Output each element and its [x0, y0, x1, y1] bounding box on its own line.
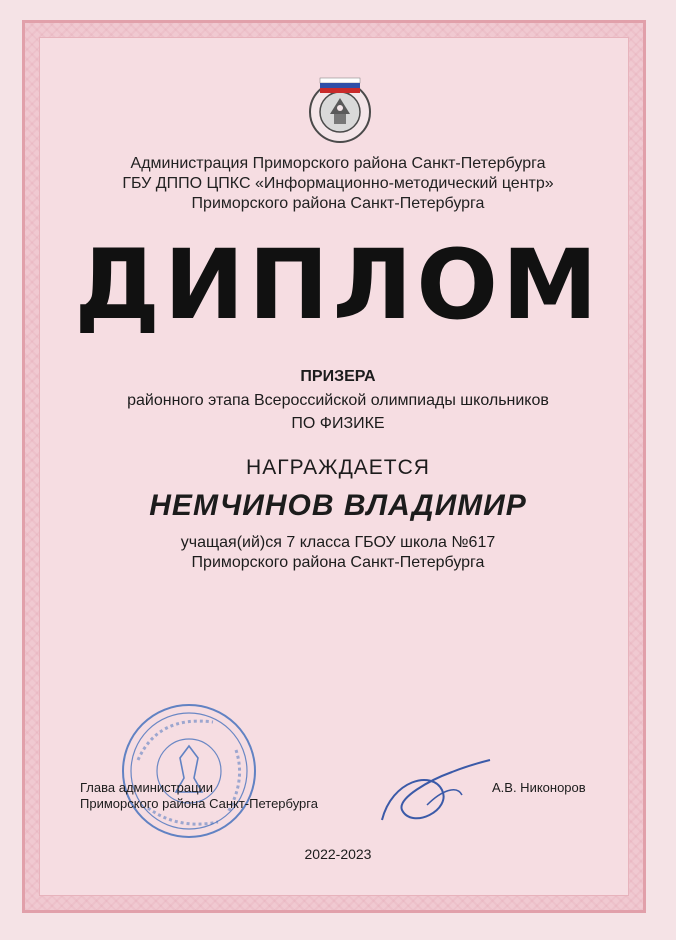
academic-year: 2022-2023 — [304, 846, 372, 862]
event-line-1: районного этапа Всероссийской олимпиады школьников — [127, 392, 549, 409]
prizer-label: ПРИЗЕРА — [300, 368, 376, 385]
award-label: НАГРАЖДАЕТСЯ — [246, 456, 430, 479]
signatory-role — [80, 780, 318, 812]
diploma-title: ДИПЛОМ — [74, 229, 602, 341]
header-line-3: Приморского района Санкт-Петербурга — [191, 195, 485, 212]
recipient-name: НЕМЧИНОВ ВЛАДИМИР — [149, 489, 527, 522]
recipient-description-1: учащая(ий)ся 7 класса ГБОУ школа №617 — [180, 534, 496, 551]
signatory-name: А.В. Никоноров — [492, 780, 586, 795]
official-stamp-icon — [118, 700, 260, 842]
header-line-2: ГБУ ДППО ЦПКС «Информационно-методический центр» — [122, 175, 554, 192]
event-line-2: ПО ФИЗИКЕ — [291, 415, 385, 432]
handwritten-signature — [372, 750, 492, 840]
signatory-role-line-2: Приморского района Санкт-Петербурга — [80, 796, 318, 811]
header-line-1: Администрация Приморского района Санкт-Петербурга — [130, 155, 546, 172]
recipient-description-2: Приморского района Санкт-Петербурга — [191, 554, 485, 571]
olympiad-emblem-icon — [302, 72, 378, 148]
signatory-role-line-1: Глава администрации — [80, 780, 214, 795]
